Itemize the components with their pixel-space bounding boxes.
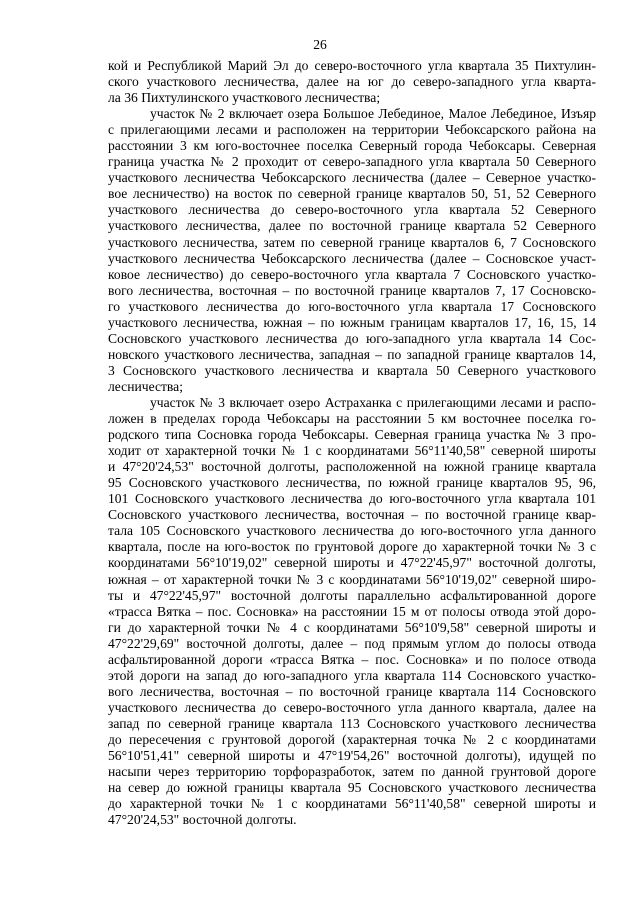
text-line: южная – от характерной точки № 3 с координатами 56°10'19,02" северной широ- [108,571,596,587]
text-line: ходит от характерной точки № 1 с координатами 56°11'40,58" северной широты [108,443,596,459]
text-line: насыпи через территорию торфоразработок, затем по данной грунтовой дороге [108,764,596,780]
text-line: участкового лесничества до северо-восточного угла данного квартала, далее на [108,699,596,715]
text-line: кой и Республикой Марий Эл до северо-восточного угла квартала 35 Пихтулин- [108,58,596,73]
paragraph-1 [108,58,596,106]
text-line: асфальтированной дороги «трасса Вятка – пос. Сосновка» и по полосе отвода [108,651,596,667]
text-line: 56°10'51,41" северной широты и 47°19'54,26" восточной долготы), идущей по [108,748,596,764]
text-line: участкового лесничества, далее по восточной границе квартала 52 Северного [108,218,596,234]
text-line: новского участкового лесничества, западная – по западной границе кварталов 14, [108,346,596,362]
text-line: ла 36 Пихтулинского участкового лесничества; [108,90,381,106]
text-line: вого лесничества, восточная – по восточной границе кварталов 7, 17 Сосновско- [108,282,596,298]
text-line: участкового лесничества до северо-восточного угла квартала 52 Северного [108,202,596,218]
text-line: запад по северной границе квартала 113 Сосновского участкового лесничества [108,715,596,731]
text-line: участкового лесничества, южная – по южным границам кварталов 17, 16, 15, 14 [108,314,596,330]
text-line: участкового лесничества Чебоксарского лесничества (далее – Северное участко- [108,170,596,186]
text-line: Сосновского участкового лесничества, восточная – по восточной границе квар- [108,507,596,523]
text-line: тала 105 Сосновского участкового лесничества до юго-восточного угла данного [108,523,596,539]
text-line: до характерной точки № 1 с координатами 56°11'40,58" северной широты и [108,796,596,812]
text-line: ты и 47°22'45,97" восточной долготы параллельно асфальтированной дороге [108,587,596,603]
text-line: до пересечения с грунтовой дорогой (характерная точка № 2 с координатами [108,731,596,747]
text-line: квартала, после на юго-восток по грунтовой дороге до характерной точки № 3 с [108,539,596,555]
text-line: участок № 2 включает озера Большое Лебединое, Малое Лебединое, Изъяр [150,106,596,122]
text-line: родского типа Сосновка города Чебоксары. Северная граница участка № 3 про- [108,427,596,443]
document-body [108,58,596,828]
text-line: ского участкового лесничества, далее на юг до северо-западного угла кварта- [108,74,596,90]
text-line: участок № 3 включает озеро Астраханка с прилегающими лесами и распо- [150,394,596,410]
text-line: 95 Сосновского участкового лесничества, по южной границе кварталов 95, 96, [108,475,596,491]
text-line: участкового лесничества Чебоксарского лесничества (далее – Сосновское участ- [108,250,596,266]
text-line: координатами 56°10'19,02" северной широты и 47°22'45,97" восточной долготы, [108,555,596,571]
text-line: го участкового лесничества до юго-восточного угла квартала 17 Сосновского [108,298,596,314]
text-line: вого лесничества, восточная – по восточной границе квартала 114 Сосновского [108,683,596,699]
text-line: 3 Сосновского участкового лесничества и квартала 50 Северного участкового [108,362,596,378]
text-line: 101 Сосновского участкового лесничества до юго-восточного угла квартала 101 [108,491,596,507]
text-line: лесничества; [108,378,183,394]
text-line: ложен в пределах города Чебоксары на расстоянии 5 км восточнее поселка го- [108,411,596,427]
text-line: с прилегающими лесами и расположен на территории Чебоксарского района на [108,122,596,138]
text-line: 47°22'29,69" восточной долготы, далее – под прямым углом до полосы отвода [108,635,596,651]
page-number: 26 [313,37,327,52]
paragraph-2 [108,106,596,395]
text-line: «трасса Вятка – пос. Сосновка» на расстоянии 15 м от полосы отвода этой доро- [108,603,596,619]
text-line: на север до южной границы квартала 95 Сосновского участкового лесничества [108,780,596,796]
text-line: ковое лесничество) до северо-восточного угла квартала 7 Сосновского участко- [108,266,596,282]
text-line: и 47°20'24,53" восточной долготы, расположенной на южной границе квартала [108,459,596,475]
paragraph-3 [108,395,596,828]
text-line: ги до характерной точки № 4 с координатами 56°10'9,58" северной широты и [108,619,596,635]
text-line: вое лесничество) на восток по северной границе кварталов 50, 51, 52 Северного [108,186,596,202]
text-line: участкового лесничества, затем по северной границе кварталов 6, 7 Сосновского [108,234,596,250]
text-line: граница участка № 2 проходит от северо-западного угла квартала 50 Северного [108,154,596,170]
text-line: расстоянии 3 км юго-восточнее поселка Северный города Чебоксары. Северная [108,138,596,154]
text-line: Сосновского участкового лесничества до юго-западного угла квартала 14 Сос- [108,330,596,346]
text-line: 47°20'24,53" восточной долготы. [108,812,297,828]
text-line: этой дороги на запад до юго-западного угла квартала 114 Сосновского участко- [108,667,596,683]
